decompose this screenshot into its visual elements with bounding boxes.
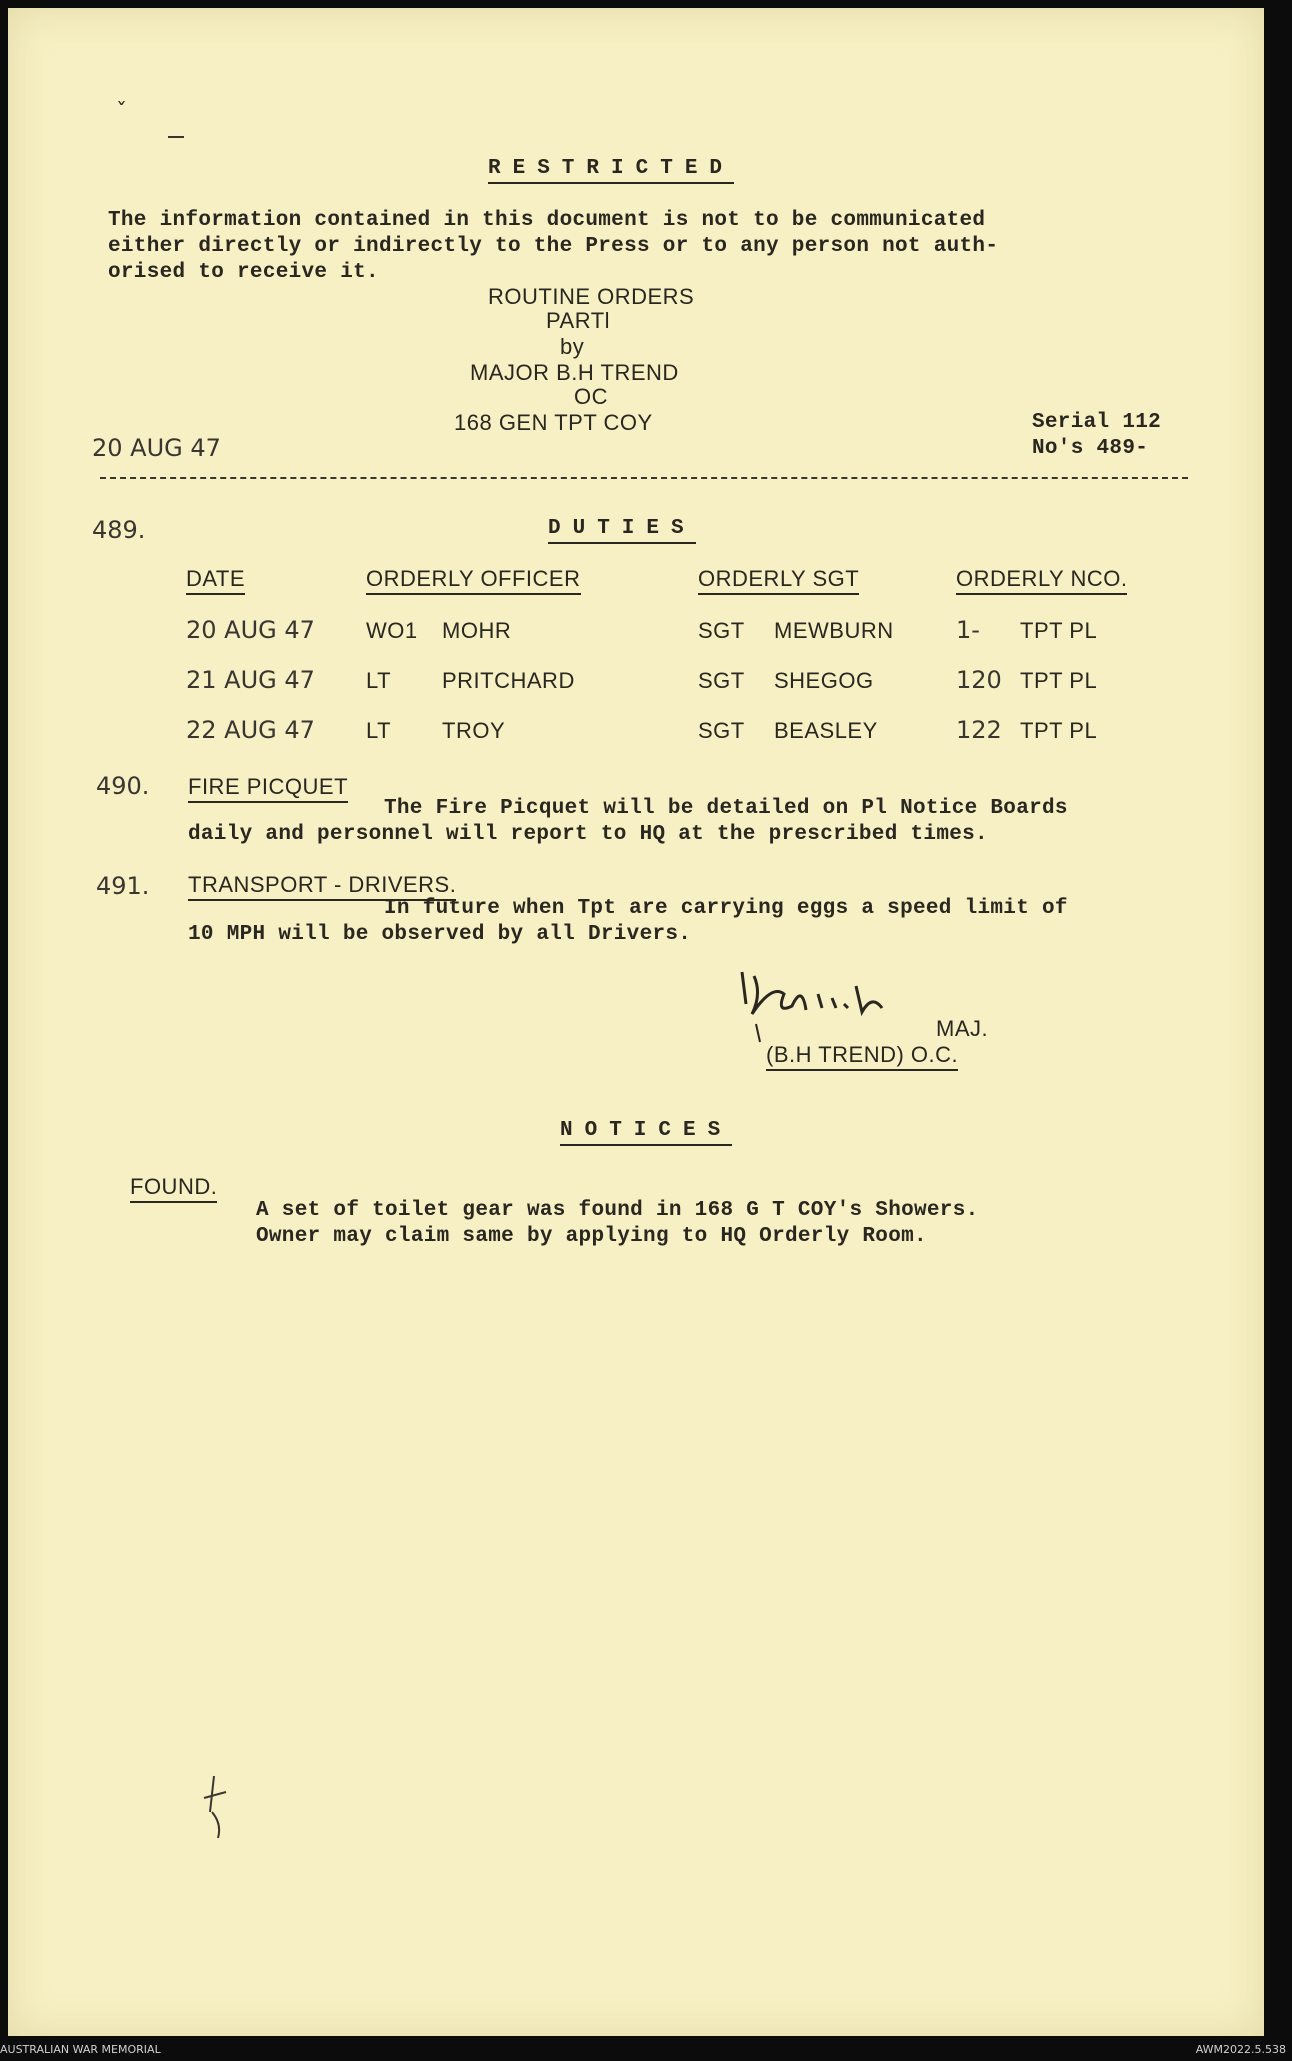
found-line-1: A set of toilet gear was found in 168 G T COY's Showers. [256,1199,979,1222]
fire-picquet-line-2: daily and personnel will report to HQ at the prescribed times. [188,823,988,846]
transport-line-1: In future when Tpt are carrying eggs a speed limit of [384,897,1068,920]
warning-line-2: either directly or indirectly to the Press or to any person not auth- [108,235,999,258]
row-officer-name: TROY [442,718,506,743]
row-nco-number: 1- [956,616,980,644]
title-line-4: MAJOR B.H TREND [470,360,679,385]
signature-scrawl [732,964,952,1054]
title-line-2: PARTl [546,308,611,333]
col-header-officer: ORDERLY OFFICER [366,568,581,595]
notices-heading: NOTICES [560,1120,732,1146]
signature-name: (B.H TREND) O.C. [766,1044,958,1071]
transport-line-2: 10 MPH will be observed by all Drivers. [188,923,692,946]
fire-picquet-heading: FIRE PICQUET [188,776,348,803]
row-nco-number: 122 [956,716,1002,744]
row-sgt-name: BEASLEY [774,718,878,743]
order-number-490: 490. [96,772,150,800]
signature-rank: MAJ. [936,1016,989,1041]
row-officer-rank: WO1 [366,618,418,643]
stray-dash [168,136,184,138]
row-nco-number: 120 [956,666,1002,694]
header-divider [100,477,1188,479]
row-nco-unit: TPT PL [1020,618,1098,643]
serial-number: Serial 112 [1032,411,1162,434]
row-nco-unit: TPT PL [1020,718,1098,743]
title-line-6: 168 GEN TPT COY [454,410,653,435]
row-officer-rank: LT [366,718,392,743]
row-officer-name: PRITCHARD [442,668,575,693]
col-header-date: DATE [186,568,245,595]
row-sgt-name: MEWBURN [774,618,894,643]
document-date: 20 AUG 47 [92,434,221,462]
row-sgt-rank: SGT [698,718,745,743]
warning-line-1: The information contained in this document is not to be communicated [108,209,986,232]
row-officer-rank: LT [366,668,392,693]
found-line-2: Owner may claim same by applying to HQ Orderly Room. [256,1225,927,1248]
row-date: 22 AUG 47 [186,716,315,744]
order-number-491: 491. [96,872,150,900]
found-label: FOUND. [130,1176,217,1203]
row-sgt-rank: SGT [698,668,745,693]
pencil-mark-icon [200,1772,240,1842]
transport-heading: TRANSPORT - DRIVERS. [188,874,456,901]
col-header-nco: ORDERLY NCO. [956,568,1127,595]
fire-picquet-line-1: The Fire Picquet will be detailed on Pl Notice Boards [384,797,1068,820]
row-date: 20 AUG 47 [186,616,315,644]
order-number-489: 489. [92,516,146,544]
title-line-5: OC [574,384,608,409]
row-officer-name: MOHR [442,618,512,643]
row-sgt-rank: SGT [698,618,745,643]
row-date: 21 AUG 47 [186,666,315,694]
document-page [8,8,1264,2036]
title-line-3: by [560,334,585,359]
classification-heading: RESTRICTED [488,158,734,184]
stray-mark: ˇ [116,100,127,125]
warning-line-3: orised to receive it. [108,261,379,284]
row-sgt-name: SHEGOG [774,668,874,693]
footer-right: AWM2022.5.538 [1195,2043,1286,2056]
duties-heading: DUTIES [548,518,696,544]
title-line-1: ROUTINE ORDERS [488,284,695,309]
col-header-sgt: ORDERLY SGT [698,568,859,595]
row-nco-unit: TPT PL [1020,668,1098,693]
order-numbers: No's 489- [1032,437,1149,460]
footer-left: AUSTRALIAN WAR MEMORIAL [0,2043,161,2056]
